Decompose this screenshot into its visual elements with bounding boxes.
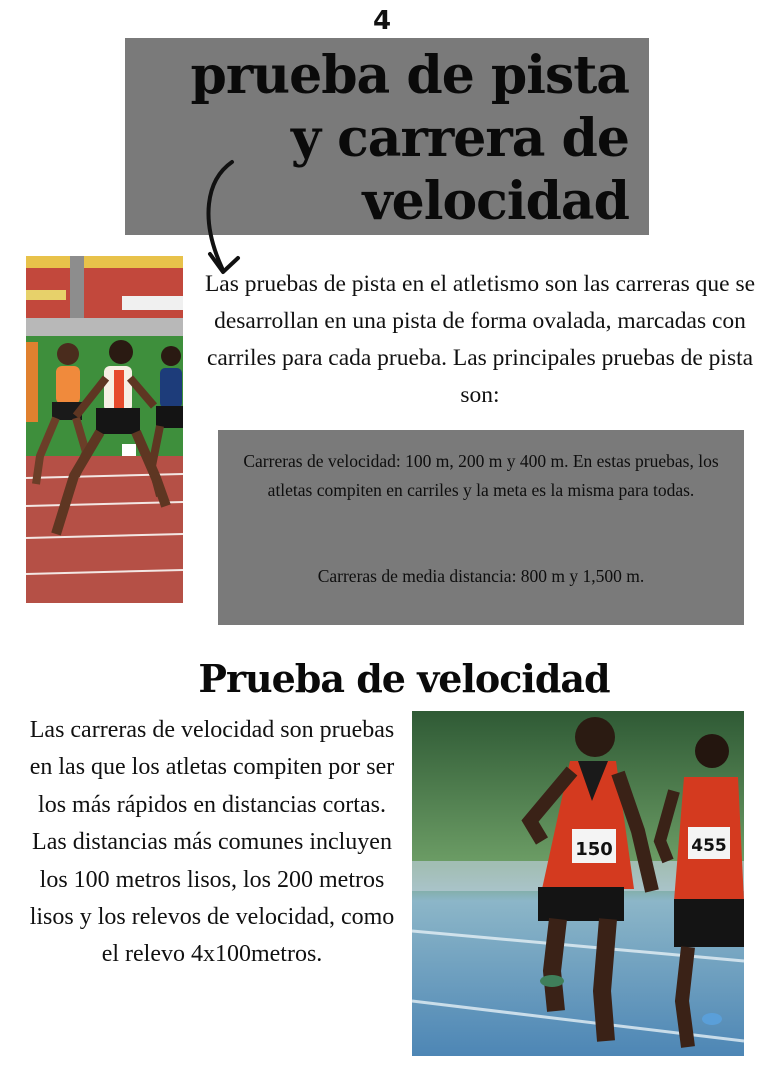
curved-arrow-icon [196,158,256,282]
info-box [218,430,744,625]
bib-number: 150 [575,839,613,860]
title-line: y carrera de [290,108,629,169]
title-line: velocidad [362,171,629,232]
middle-distances-text: Carreras de media distancia: 800 m y 1,500 m. [317,566,645,586]
page-number: 4 [372,6,392,36]
sprinters-closeup-photo [412,711,744,1056]
section-heading: Prueba de velocidad [198,656,610,701]
intro-paragraph: Las pruebas de pista en el atletismo son las carreras que se desarrollan en una pista de forma ovalada, marcadas con carriles para cada prueba. Las principales pruebas de pista son: [204,271,756,408]
sprint-distances-text: Carreras de velocidad: 100 m, 200 m y 400 m. En estas pruebas, los atletas compiten en carriles y la meta es la misma para todas. [243,451,719,500]
sprinters-track-photo [26,256,183,603]
section-body: Las carreras de velocidad son pruebas en las que los atletas compiten por ser los más rápidos en distancias cortas. Las distancias más comunes incluyen los 100 metros lisos, los 200 metros lisos y los relevos de velocidad, como el relevo 4x100metros. [29,717,395,968]
title-line: prueba de pista [190,45,629,106]
bib-number: 455 [691,836,727,856]
